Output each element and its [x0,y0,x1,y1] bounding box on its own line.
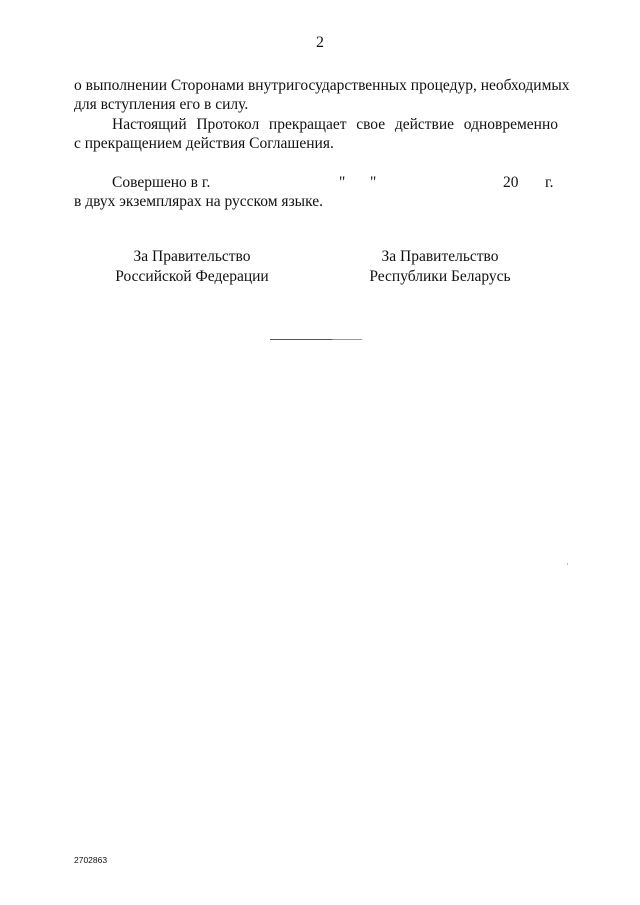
paragraph-1-line-1: о выполнении Сторонами внутригосударственных процедур, необходимых [74,77,570,94]
paragraph-2-line-2: с прекращением действия Соглашения. [74,135,334,152]
signing-place-text: Совершено в г. [112,174,211,191]
page-number: 2 [316,34,324,51]
end-separator-line [270,339,362,340]
signature-block-russia [82,247,302,287]
paragraph-1-line-2: для вступления его в силу. [74,96,249,113]
signature-russia-line-2: Российской Федерации [115,268,269,285]
signature-russia-line-1: За Правительство [133,248,251,265]
signing-date-quote-close: " [370,174,377,191]
signing-copies-text: в двух экземплярах на русском языке. [74,193,323,210]
signing-year-suffix: г. [545,174,554,191]
signature-block-belarus [330,247,550,287]
signing-date-quote-open: " [339,174,346,191]
document-code: 2702863 [74,855,108,865]
signature-belarus-line-1: За Правительство [381,248,499,265]
signing-year-prefix: 20 [503,174,519,191]
signature-belarus-line-2: Республики Беларусь [369,268,511,285]
scan-speck [567,563,568,565]
paragraph-2-line-1: Настоящий Протокол прекращает свое действие одновременно [112,116,558,133]
